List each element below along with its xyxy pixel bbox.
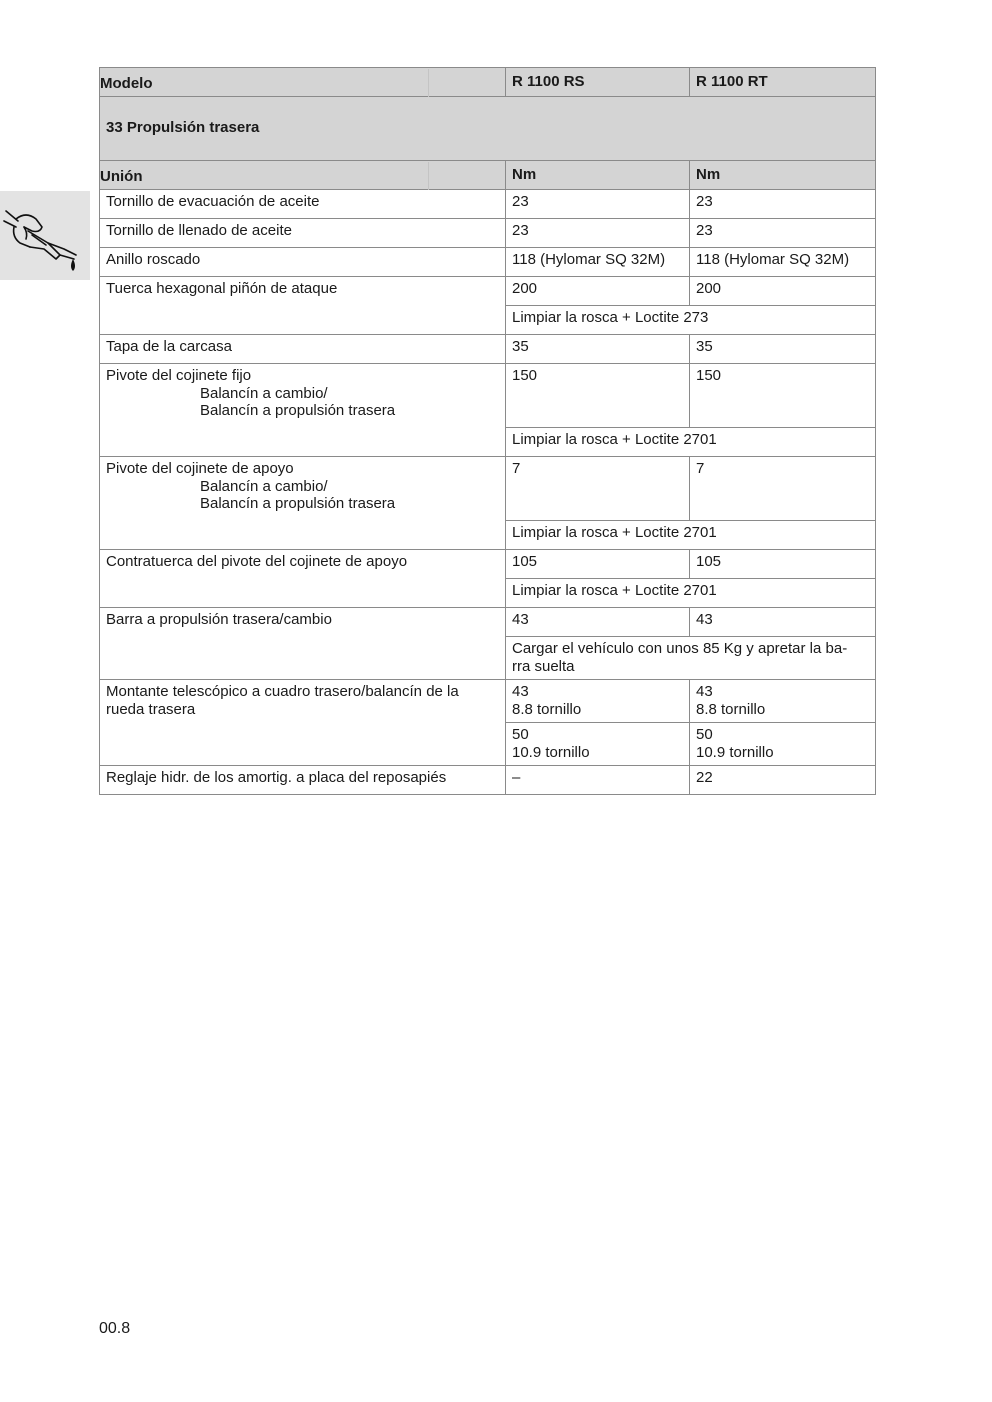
row-value-rs: 200: [506, 277, 690, 306]
subheader-union: Unión: [94, 162, 429, 190]
table-subheader-row: [100, 161, 876, 190]
row-value-rt: 200: [690, 277, 876, 306]
row-label-group: [100, 680, 506, 766]
value-line: 50: [696, 726, 713, 743]
row-value-rs: 23: [506, 190, 690, 219]
row-label: rueda trasera: [106, 700, 196, 718]
row-label: Tornillo de evacuación de aceite: [100, 190, 506, 219]
value-line: 8.8 tornillo: [512, 700, 582, 718]
row-value-rs: 35: [506, 335, 690, 364]
row-label: Anillo roscado: [100, 248, 506, 277]
value-line: 43: [696, 683, 713, 700]
row-note-line: Cargar el vehículo con unos 85 Kg y apretar la ba-: [512, 640, 848, 657]
row-sublabel: Balancín a cambio/: [200, 384, 328, 402]
row-sublabel: Balancín a propulsión trasera: [200, 495, 396, 512]
row-sublabel: Balancín a cambio/: [200, 477, 328, 495]
row-value-rs: 23: [506, 219, 690, 248]
table-row: [100, 190, 876, 219]
row-note: Limpiar la rosca + Loctite 273: [506, 306, 876, 335]
table-row: [100, 364, 876, 428]
table-row: [100, 277, 876, 306]
row-value-rs: 150: [506, 364, 690, 428]
row-value-rt: 23: [690, 190, 876, 219]
subheader-rt: Nm: [690, 161, 876, 190]
row-label: Barra a propulsión trasera/cambio: [100, 608, 506, 680]
row-note-line: rra suelta: [512, 657, 575, 675]
header-rs: R 1100 RS: [506, 68, 690, 97]
value-line: 8.8 tornillo: [696, 700, 766, 718]
row-value-rs: 105: [506, 550, 690, 579]
table-row: [100, 248, 876, 277]
row-label: Montante telescópico a cuadro trasero/balancín de la: [106, 683, 459, 700]
table-row: [100, 608, 876, 637]
row-note: Limpiar la rosca + Loctite 2701: [506, 428, 876, 457]
row-label: Tornillo de llenado de aceite: [100, 219, 506, 248]
row-label: Pivote del cojinete de apoyo: [106, 460, 294, 477]
value-line: 50: [512, 726, 529, 743]
oil-hand-icon: [2, 197, 84, 281]
row-value-rt: [690, 680, 876, 723]
row-value-rs: –: [506, 766, 690, 795]
row-value-rt: 105: [690, 550, 876, 579]
row-value-rt: 43: [690, 608, 876, 637]
table-header-row: [100, 68, 876, 97]
row-value-rs: 43: [506, 608, 690, 637]
row-note-group: [506, 637, 876, 680]
row-sublabel: Balancín a propulsión trasera: [200, 402, 396, 419]
page-number: 00.8: [99, 1320, 131, 1337]
row-note: Limpiar la rosca + Loctite 2701: [506, 579, 876, 608]
value-line: 43: [512, 683, 529, 700]
section-tab: [0, 191, 90, 280]
row-label-group: [100, 364, 506, 457]
row-label: Tapa de la carcasa: [100, 335, 506, 364]
table-row: [100, 550, 876, 579]
table-row: [100, 335, 876, 364]
header-rt: R 1100 RT: [690, 68, 876, 97]
table-row: [100, 457, 876, 521]
row-label-group: [100, 457, 506, 550]
row-label: Tuerca hexagonal piñón de ataque: [100, 277, 506, 335]
row-value-rs: 118 (Hylomar SQ 32M): [506, 248, 690, 277]
header-modelo: Modelo: [94, 69, 429, 97]
section-row: [100, 97, 876, 161]
row-value-rt: 118 (Hylomar SQ 32M): [690, 248, 876, 277]
row-value-rs: 7: [506, 457, 690, 521]
row-value-rt: 35: [690, 335, 876, 364]
row-note: Limpiar la rosca + Loctite 2701: [506, 521, 876, 550]
value-line: 10.9 tornillo: [512, 743, 590, 761]
value-line: 10.9 tornillo: [696, 743, 774, 761]
row-label: Reglaje hidr. de los amortig. a placa del reposapiés: [100, 766, 506, 795]
subheader-rs: Nm: [506, 161, 690, 190]
table-row: [100, 219, 876, 248]
section-title: 33 Propulsión trasera: [100, 97, 876, 161]
row-value-rt: 22: [690, 766, 876, 795]
torque-spec-table: [99, 67, 876, 795]
row-label: Pivote del cojinete fijo: [106, 367, 252, 384]
table-row: [100, 680, 876, 723]
table-row: [100, 766, 876, 795]
row-value-rt: [690, 723, 876, 766]
row-value-rs: [506, 680, 690, 723]
row-value-rt: 150: [690, 364, 876, 428]
row-label: Contratuerca del pivote del cojinete de apoyo: [100, 550, 506, 608]
row-value-rt: 23: [690, 219, 876, 248]
row-value-rt: 7: [690, 457, 876, 521]
row-value-rs: [506, 723, 690, 766]
